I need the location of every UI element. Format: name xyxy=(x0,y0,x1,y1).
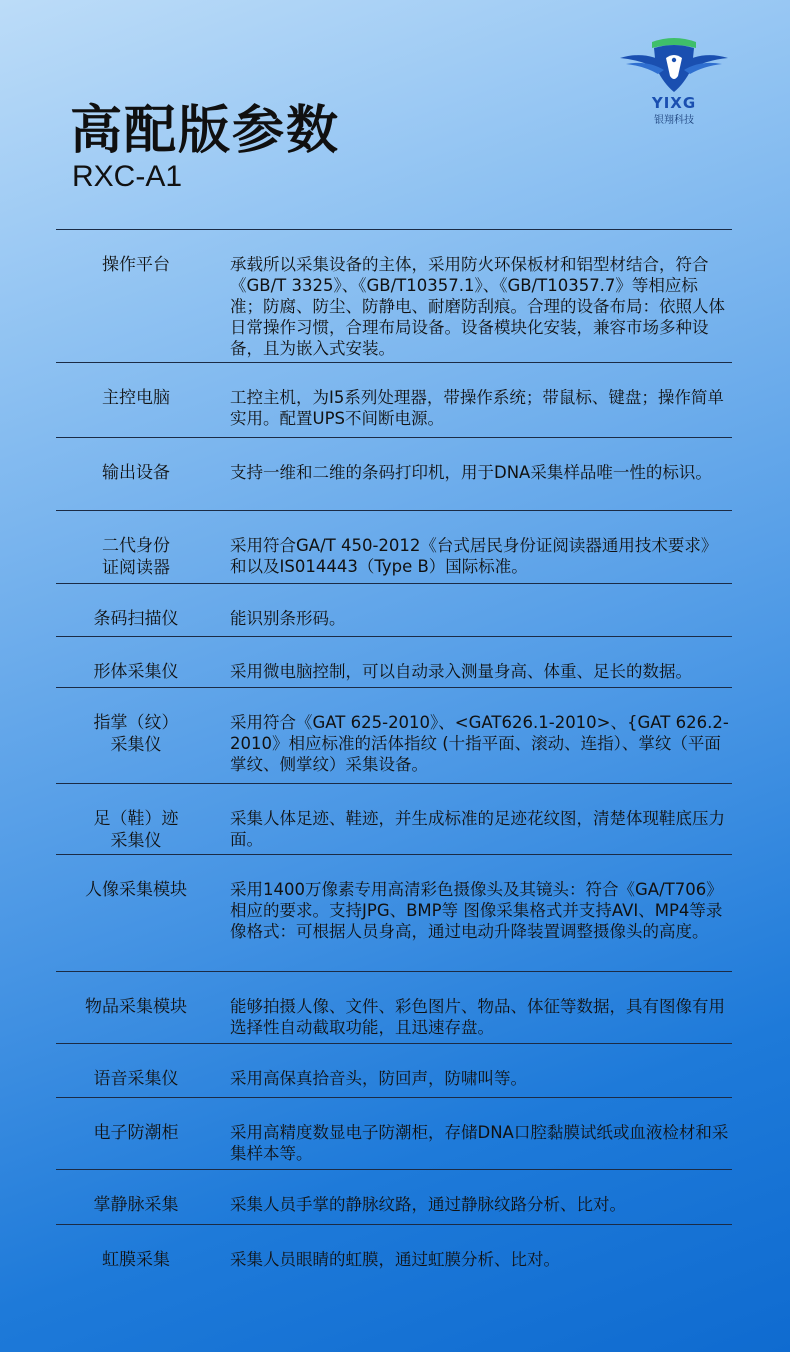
row-label: 语音采集仪 xyxy=(93,1069,179,1089)
logo-brand-text: YIXG xyxy=(651,94,697,112)
spec-table xyxy=(56,229,732,1283)
table-row xyxy=(56,584,732,637)
row-label: 输出设备 xyxy=(102,463,170,483)
table-row xyxy=(56,637,732,688)
model-number: RXC-A1 xyxy=(72,160,183,193)
table-row xyxy=(56,363,732,438)
row-label: 形体采集仪 xyxy=(93,662,179,682)
row-label: 主控电脑 xyxy=(102,388,170,408)
row-label: 掌静脉采集 xyxy=(93,1195,179,1215)
row-description: 能够拍摄人像、文件、彩色图片、物品、体征等数据，具有图像有用选择性自动截取功能，且迅速存盘。 xyxy=(230,997,725,1037)
row-description: 采用1400万像素专用高清彩色摄像头及其镜头：符合《GA/T706》相应的要求。支持JPG、BMP等 图像采集格式并支持AVI、MP4等录像格式：可根据人员身高，通过电动升降装置调整摄像头的高度。 xyxy=(230,880,723,941)
row-label: 虹膜采集 xyxy=(102,1250,170,1270)
row-label: 足（鞋）迹 采集仪 xyxy=(93,809,179,851)
table-row xyxy=(56,688,732,784)
row-description: 工控主机，为I5系列处理器，带操作系统；带鼠标、键盘；操作简单实用。配置UPS不间断电源。 xyxy=(230,388,724,428)
row-label: 物品采集模块 xyxy=(85,997,187,1017)
row-label: 电子防潮柜 xyxy=(93,1123,179,1143)
logo-company-name: 银翔科技 xyxy=(654,115,694,126)
row-description: 支持一维和二维的条码打印机，用于DNA采集样品唯一性的标识。 xyxy=(230,463,712,482)
page-title: 高配版参数 xyxy=(70,101,341,161)
table-row xyxy=(56,230,732,363)
row-description: 采用高保真拾音头，防回声，防啸叫等。 xyxy=(230,1069,527,1088)
row-description: 采集人体足迹、鞋迹，并生成标准的足迹花纹图，清楚体现鞋底压力面。 xyxy=(230,809,725,849)
company-logo xyxy=(618,36,730,126)
row-description: 能识别条形码。 xyxy=(230,609,346,628)
row-label: 指掌（纹） 采集仪 xyxy=(93,713,179,755)
table-row xyxy=(56,972,732,1044)
table-row xyxy=(56,1225,732,1283)
row-description: 采用符合《GAT 625-2010》、<GAT626.1-2010>、{GAT 626.2-2010》相应标准的活体指纹 (十指平面、滚动、连指）、掌纹（平面掌纹、侧掌纹）采集设备。 xyxy=(230,713,729,774)
table-row xyxy=(56,1170,732,1225)
row-label: 人像采集模块 xyxy=(85,880,187,900)
table-row xyxy=(56,1044,732,1098)
row-description: 采集人员手掌的静脉纹路，通过静脉纹路分析、比对。 xyxy=(230,1195,626,1214)
row-description: 采用微电脑控制，可以自动录入测量身高、体重、足长的数据。 xyxy=(230,662,692,681)
table-row xyxy=(56,511,732,584)
row-description: 采集人员眼睛的虹膜，通过虹膜分析、比对。 xyxy=(230,1250,560,1269)
row-label: 操作平台 xyxy=(102,255,170,275)
table-row xyxy=(56,784,732,855)
table-row xyxy=(56,438,732,511)
row-description: 采用符合GA/T 450-2012《台式居民身份证阅读器通用技术要求》和以及IS014443（Type B）国际标准。 xyxy=(230,536,718,576)
table-row xyxy=(56,1098,732,1170)
row-description: 采用高精度数显电子防潮柜，存储DNA口腔黏膜试纸或血液检材和采集样本等。 xyxy=(230,1123,729,1163)
row-label: 二代身份 证阅读器 xyxy=(102,536,170,578)
table-row xyxy=(56,855,732,972)
row-label: 条码扫描仪 xyxy=(93,609,179,629)
eagle-shield-icon xyxy=(618,36,730,96)
row-description: 承载所以采集设备的主体，采用防火环保板材和铝型材结合，符合《GB/T 3325》、《GB/T10357.1》、《GB/T10357.7》等相应标准；防腐、防尘、防静电、耐磨防刮痕。合理的设备布局：依照人体日常操作习惯，合理布局设备。设备模块化安装，兼容市场多种设备，且为嵌入式安装。 xyxy=(230,255,725,358)
